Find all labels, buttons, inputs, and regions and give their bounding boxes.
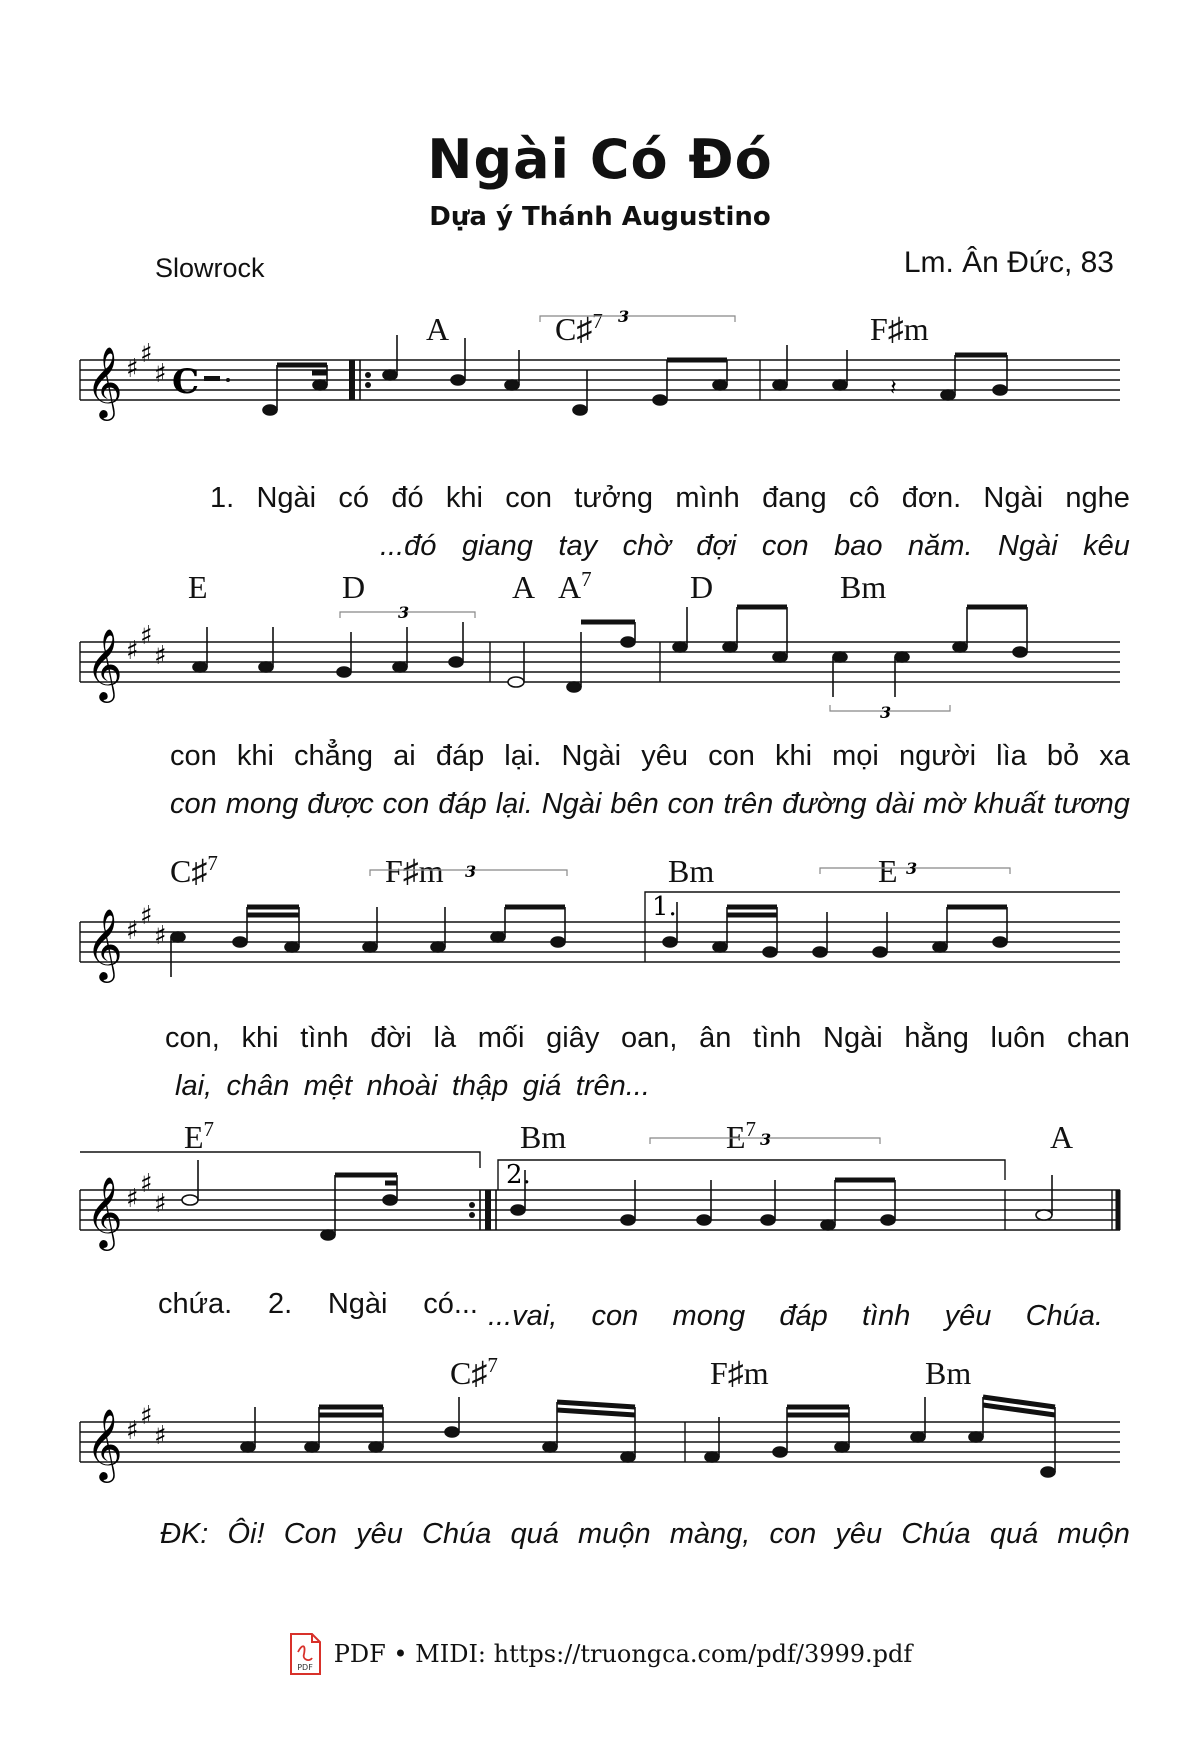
- svg-text:♯: ♯: [154, 359, 167, 389]
- tuplet-3: 3: [618, 307, 630, 326]
- svg-text:A: A: [1050, 1119, 1074, 1155]
- half-rest: [204, 376, 220, 381]
- svg-text:♯: ♯: [140, 621, 153, 651]
- svg-text:𝄽: 𝄽: [890, 376, 897, 401]
- svg-text:♯: ♯: [126, 1416, 139, 1446]
- chord-csharp7: C♯$^7$: [555, 309, 603, 347]
- staff-system-5-svg: [80, 1352, 1130, 1512]
- svg-text:♯: ♯: [154, 1421, 167, 1451]
- svg-text:Bm: Bm: [840, 569, 887, 605]
- staff-system-1: [80, 300, 1130, 460]
- ending-1: 1.: [652, 892, 677, 922]
- svg-text:Bm: Bm: [925, 1355, 972, 1391]
- svg-text:3: 3: [398, 603, 410, 622]
- svg-text:3: 3: [906, 859, 918, 878]
- svg-text:D: D: [690, 569, 714, 605]
- footer-link[interactable]: [0, 1632, 1200, 1676]
- song-title: Ngài Có Đó: [427, 128, 773, 191]
- svg-text:3: 3: [880, 703, 892, 722]
- svg-text:F♯m: F♯m: [710, 1355, 769, 1391]
- svg-text:C♯7: C♯$^7$: [450, 1353, 498, 1391]
- svg-text:E7: $E^7$: [726, 1117, 757, 1155]
- svg-text:A7: $A^7$: [558, 567, 592, 605]
- staff-system-2-svg: [80, 560, 1130, 720]
- svg-text:Bm: Bm: [520, 1119, 567, 1155]
- common-time: C: [172, 362, 200, 402]
- staff-lines: [80, 360, 1120, 400]
- song-subtitle: Dựa ý Thánh Augustino: [429, 202, 771, 232]
- lyric-line-1b: ...đó giang tay chờ đợi con bao năm. Ngài kêu: [380, 530, 1130, 562]
- staff-system-5: [80, 1352, 1130, 1512]
- svg-text:A: A: [512, 569, 536, 605]
- lyric-line-4a: chứa. 2. Ngài có...: [158, 1288, 478, 1320]
- footer-text[interactable]: PDF • MIDI: https://truongca.com/pdf/3999.pdf: [333, 1640, 913, 1668]
- svg-text:𝄞: 𝄞: [86, 1175, 123, 1248]
- staff-system-3: [80, 842, 1130, 1002]
- svg-text:𝄞: 𝄞: [86, 627, 123, 700]
- composer-credit: Lm. Ân Đức, 83: [903, 246, 1114, 279]
- svg-text:♯: ♯: [154, 641, 167, 671]
- staff-system-2: [80, 560, 1130, 720]
- svg-text:♯: ♯: [140, 339, 153, 369]
- svg-text:𝄞: 𝄞: [86, 907, 123, 980]
- lyric-line-4b: ...vai, con mong đáp tình yêu Chúa.: [488, 1300, 1103, 1332]
- svg-text:♯: ♯: [126, 1184, 139, 1214]
- svg-text:♯: ♯: [126, 916, 139, 946]
- svg-text:3: 3: [465, 862, 477, 881]
- svg-text:♯: ♯: [140, 1169, 153, 1199]
- svg-text:E: E: [188, 569, 208, 605]
- svg-text:D: D: [342, 569, 366, 605]
- lyric-line-3b: lai, chân mệt nhoài thập giá trên...: [175, 1070, 650, 1102]
- staff-system-4: [80, 1110, 1130, 1270]
- svg-text:♯: ♯: [154, 1189, 167, 1219]
- lyric-line-1: 1. Ngài có đó khi con tưởng mình đang cô đơn. Ngài nghe: [210, 482, 1130, 514]
- svg-text:♯: ♯: [140, 1401, 153, 1431]
- svg-text:3: 3: [760, 1130, 772, 1149]
- tempo-marking: Slowrock: [155, 253, 265, 283]
- svg-text:E7: $E^7$: [184, 1117, 215, 1155]
- lyric-line-5: ĐK: Ôi! Con yêu Chúa quá muộn màng, con yêu Chúa quá muộn: [160, 1518, 1130, 1550]
- svg-text:PDF: PDF: [296, 1663, 313, 1672]
- svg-text:𝄞: 𝄞: [86, 1407, 123, 1480]
- chord-symbols: [426, 309, 929, 347]
- lyric-line-2b: con mong được con đáp lại. Ngài bên con trên đường dài mờ khuất tương: [170, 788, 1130, 820]
- svg-text:♯: ♯: [126, 636, 139, 666]
- svg-text:C♯7: C♯$^7$: [170, 851, 218, 889]
- lyric-line-2: con khi chẳng ai đáp lại. Ngài yêu con khi mọi người lìa bỏ xa: [170, 740, 1130, 772]
- svg-text:♯: ♯: [140, 901, 153, 931]
- staff-system-3-svg: [80, 842, 1130, 1002]
- ending-2: 2.: [506, 1160, 531, 1190]
- chord-a: A: [426, 311, 450, 347]
- pdf-file-icon: [288, 1632, 322, 1676]
- staff-system-1-svg: [80, 300, 1130, 460]
- svg-text:E: E: [878, 853, 898, 889]
- key-signature: [126, 339, 167, 389]
- svg-text:Bm: Bm: [668, 853, 715, 889]
- svg-text:F♯m: F♯m: [385, 853, 444, 889]
- svg-text:♯: ♯: [126, 354, 139, 384]
- chord-fsharpm: F♯m: [870, 311, 929, 347]
- svg-text:♯: ♯: [154, 921, 167, 951]
- staff-system-4-svg: [80, 1110, 1130, 1270]
- treble-clef: 𝄞: [86, 345, 123, 418]
- lyric-line-3: con, khi tình đời là mối giây oan, ân tình Ngài hằng luôn chan: [165, 1022, 1130, 1054]
